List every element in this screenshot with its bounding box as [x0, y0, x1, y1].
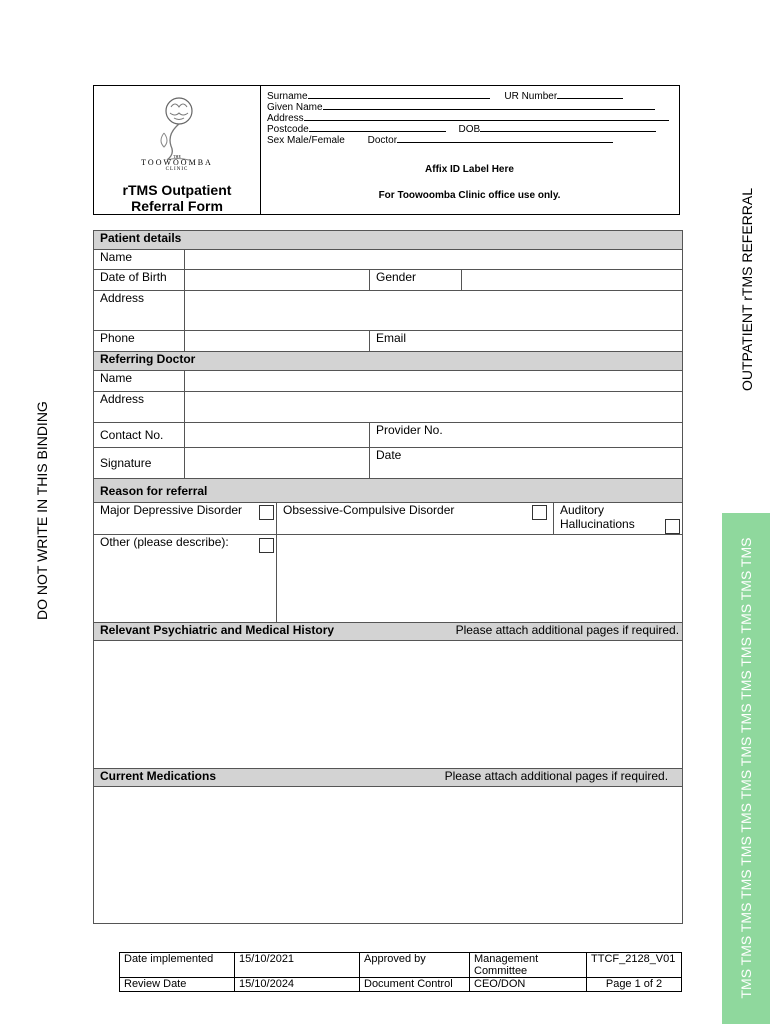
reason-other[interactable] — [94, 535, 277, 623]
ur-number-label: UR Number — [504, 91, 558, 102]
history-field[interactable] — [94, 641, 683, 769]
reason-ocd[interactable] — [277, 503, 554, 535]
given-name-label: Given Name — [267, 102, 323, 113]
page-number: Page 1 of 2 — [587, 978, 682, 992]
patient-phone-field[interactable] — [185, 331, 370, 352]
office-use-label: For Toowoomba Clinic office use only. — [378, 190, 561, 201]
affix-id-label: Affix ID Label Here — [425, 164, 514, 175]
reason-other-description-field[interactable] — [277, 535, 683, 623]
reason-auditory-label: Auditory Hallucinations — [560, 503, 635, 531]
reason-mdd-label: Major Depressive Disorder — [100, 503, 243, 517]
document-code: TTCF_2128_V01 — [587, 953, 682, 978]
medications-heading — [94, 769, 683, 787]
patient-details-heading: Patient details — [94, 231, 683, 250]
sex-label: Sex Male/Female — [267, 135, 345, 146]
patient-email-label: Email — [376, 331, 407, 345]
reason-heading: Reason for referral — [94, 479, 683, 503]
postcode-label: Postcode — [267, 124, 309, 135]
history-title: Relevant Psychiatric and Medical History — [100, 623, 335, 637]
doctor-provider-label: Provider No. — [376, 423, 443, 437]
referral-form-table — [93, 230, 683, 924]
document-control-table — [119, 952, 682, 992]
approved-by-value: Management Committee — [470, 953, 587, 978]
patient-gender-label: Gender — [370, 270, 462, 291]
reason-auditory[interactable] — [554, 503, 683, 535]
patient-id-header — [93, 85, 680, 215]
medications-note: Please attach additional pages if required. — [444, 769, 669, 783]
referring-doctor-heading: Referring Doctor — [94, 352, 683, 371]
sex-doctor-line — [267, 133, 613, 146]
doctor-address-label: Address — [94, 392, 185, 423]
clinic-name-sub: CLINIC — [165, 167, 189, 172]
reason-ocd-label: Obsessive-Compulsive Disorder — [283, 503, 455, 517]
referral-tab-label: OUTPATIENT rTMS REFERRAL — [739, 187, 755, 391]
date-implemented-value: 15/10/2021 — [235, 953, 360, 978]
doctor-provider-field[interactable] — [370, 423, 683, 448]
patient-dob-label: Date of Birth — [94, 270, 185, 291]
doctor-date-label: Date — [376, 448, 402, 462]
clinic-name-the: THE — [173, 154, 181, 159]
ocd-checkbox[interactable] — [532, 505, 547, 520]
document-control-label: Document Control — [360, 978, 470, 992]
history-note: Please attach additional pages if required. — [455, 623, 680, 637]
tms-strip-text: TMS TMS TMS TMS TMS TMS TMS TMS TMS TMS TMS TMS TMS TMS — [738, 537, 754, 999]
document-control-value: CEO/DON — [470, 978, 587, 992]
form-title-line2: Referral Form — [131, 198, 223, 214]
surname-label: Surname — [267, 91, 308, 102]
doctor-date-field[interactable] — [370, 448, 683, 479]
medications-title: Current Medications — [100, 769, 217, 783]
patient-email-field[interactable] — [370, 331, 683, 352]
doctor-signature-field[interactable] — [185, 448, 370, 479]
dob-label: DOB — [458, 124, 481, 135]
reason-other-label: Other (please describe): — [100, 535, 229, 549]
medications-field[interactable] — [94, 787, 683, 924]
doctor-contact-label: Contact No. — [94, 423, 185, 448]
form-title — [94, 182, 260, 214]
binding-note: DO NOT WRITE IN THIS BINDING — [34, 401, 50, 620]
review-date-label: Review Date — [120, 978, 235, 992]
patient-dob-field[interactable] — [185, 270, 370, 291]
date-implemented-label: Date implemented — [120, 953, 235, 978]
doctor-contact-field[interactable] — [185, 423, 370, 448]
review-date-value: 15/10/2024 — [235, 978, 360, 992]
doctor-address-field[interactable] — [185, 392, 683, 423]
auditory-checkbox[interactable] — [665, 519, 680, 534]
address-label: Address — [267, 113, 304, 124]
patient-phone-label: Phone — [94, 331, 185, 352]
history-heading — [94, 623, 683, 641]
doctor-label: Doctor — [367, 135, 398, 146]
doctor-name-field[interactable] — [185, 371, 683, 392]
patient-name-label: Name — [94, 250, 185, 270]
approved-by-label: Approved by — [360, 953, 470, 978]
doctor-name-label: Name — [94, 371, 185, 392]
patient-gender-field[interactable] — [462, 270, 683, 291]
patient-address-field[interactable] — [185, 291, 683, 331]
patient-name-field[interactable] — [185, 250, 683, 270]
reason-mdd[interactable] — [94, 503, 277, 535]
patient-address-label: Address — [94, 291, 185, 331]
doctor-signature-label: Signature — [94, 448, 185, 479]
clinic-name: TOOWOOMBA — [141, 158, 213, 167]
mdd-checkbox[interactable] — [259, 505, 274, 520]
other-checkbox[interactable] — [259, 538, 274, 553]
form-title-line1: rTMS Outpatient — [122, 182, 232, 198]
